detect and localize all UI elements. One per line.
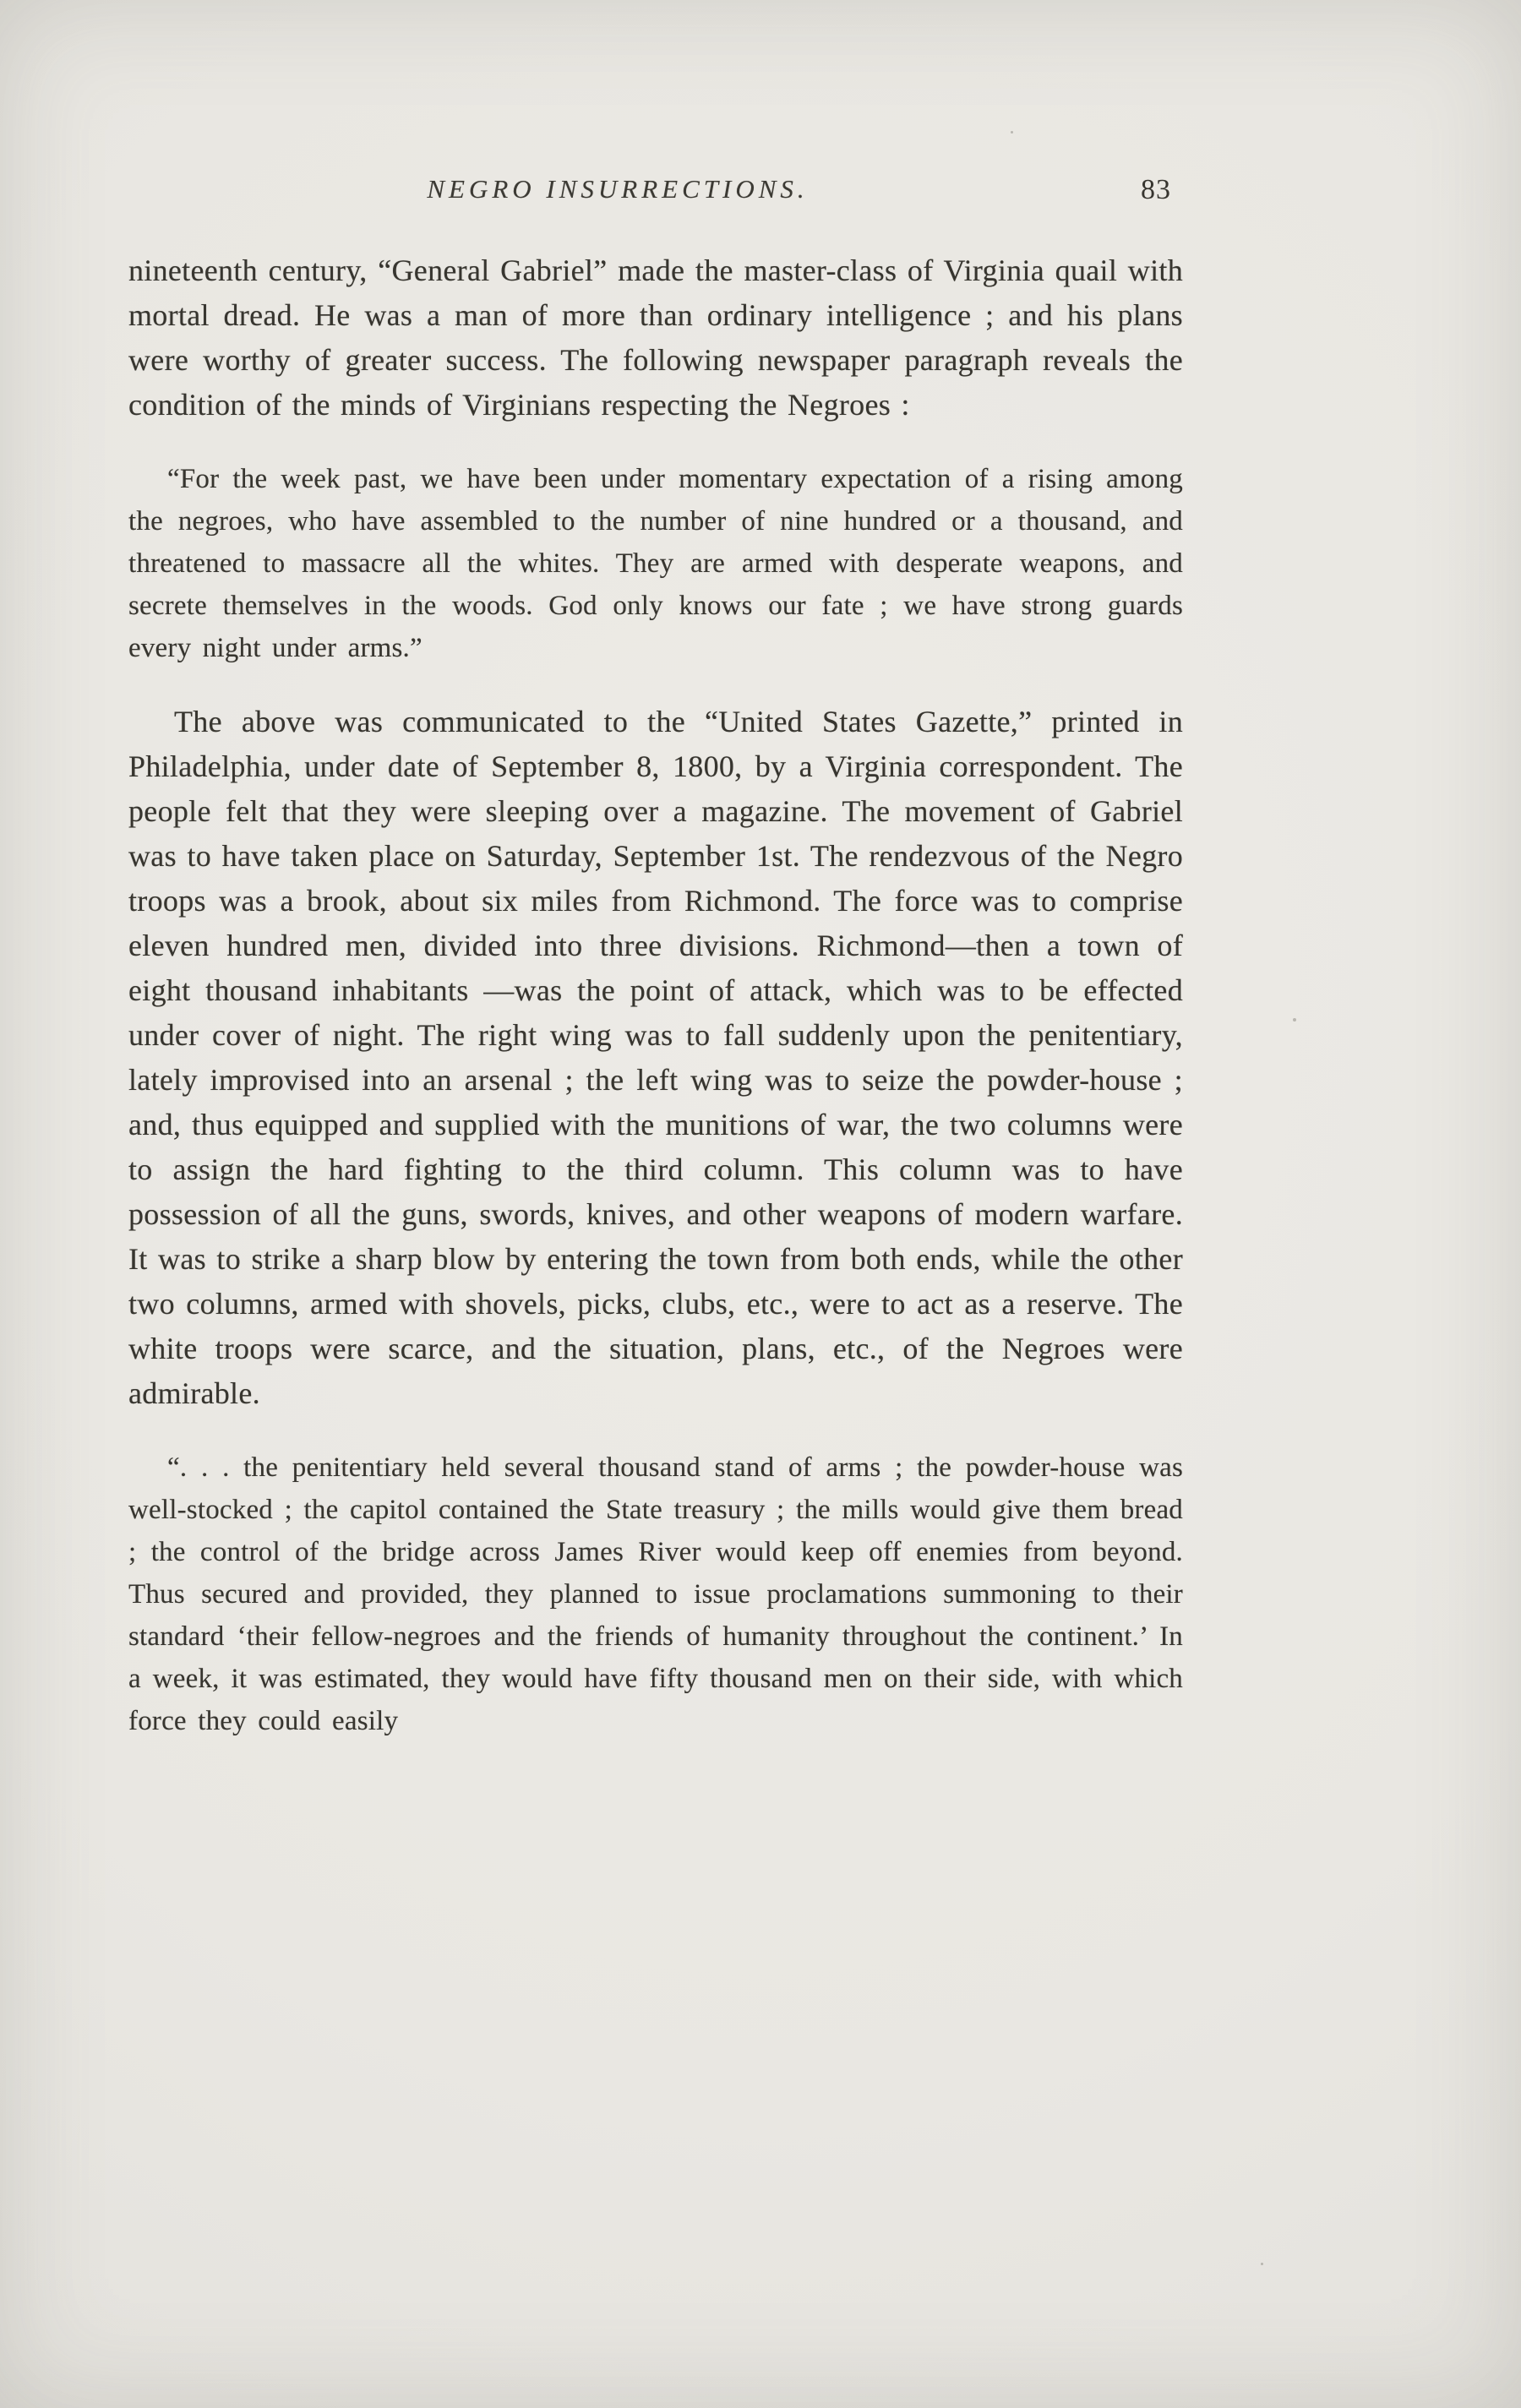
newspaper-quote: “For the week past, we have been under momentary expectation of a rising among the negroes, who have assembled to the number of nine hundred or a thousand, and threatened to massacre all the whites. They are armed with desperate weapons, and secrete themselves in the woods. God only knows our fate ; we have strong guards every night under arms.” — [128, 464, 1183, 663]
text-block — [128, 248, 1183, 1742]
running-header — [128, 174, 1183, 220]
paragraph-opening: nineteenth century, “General Gabriel” made the master-class of Virginia quail with mortal dread. He was a man of more than ordinary intelligence ; and his plans were worthy of greater success. The following newspaper paragraph reveals the condition of the minds of Virginians respecting the Negroes : — [128, 253, 1183, 422]
running-header-title: NEGRO INSURRECTIONS. — [427, 174, 809, 204]
scan-speck — [1011, 131, 1013, 133]
arsenal-quote: “. . . the penitentiary held several thousand stand of arms ; the powder-house was well-stocked ; the capitol contained the State treasury ; the mills would give them bread ; the control of the bridge across James River would keep off enemies from beyond. Thus secured and provided, they planned to issue proclamations summoning to their standard ‘their fellow-negroes and the friends of humanity throughout the continent.’ In a week, it was estimated, they would have fifty thousand men on their side, with which force they could easily — [128, 1452, 1183, 1736]
scan-speck — [1261, 2263, 1263, 2265]
scan-speck — [1293, 1018, 1296, 1021]
page-number: 83 — [1141, 174, 1171, 205]
paragraph-plot-details: The above was communicated to the “United States Gazette,” printed in Philadelphia, under date of September 8, 1800, by a Virginia correspondent. The people felt that they were sleeping over a magazine. The movement of Gabriel was to have taken place on Saturday, September 1st. The rendezvous of the Negro troops was a brook, about six miles from Richmond. The force was to comprise eleven hundred men, divided into three divisions. Richmond—then a town of eight thousand inhabitants —was the point of attack, which was to be effected under cover of night. The right wing was to fall suddenly upon the penitentiary, lately improvised into an arsenal ; the left wing was to seize the powder-house ; and, thus equipped and supplied with the munitions of war, the two columns were to assign the hard fighting to the third column. This column was to have possession of all the guns, swords, knives, and other weapons of modern warfare. It was to strike a sharp blow by entering the town from both ends, while the other two columns, armed with shovels, picks, clubs, etc., were to act as a reserve. The white troops were scarce, and the situation, plans, etc., of the Negroes were admirable. — [128, 705, 1183, 1410]
